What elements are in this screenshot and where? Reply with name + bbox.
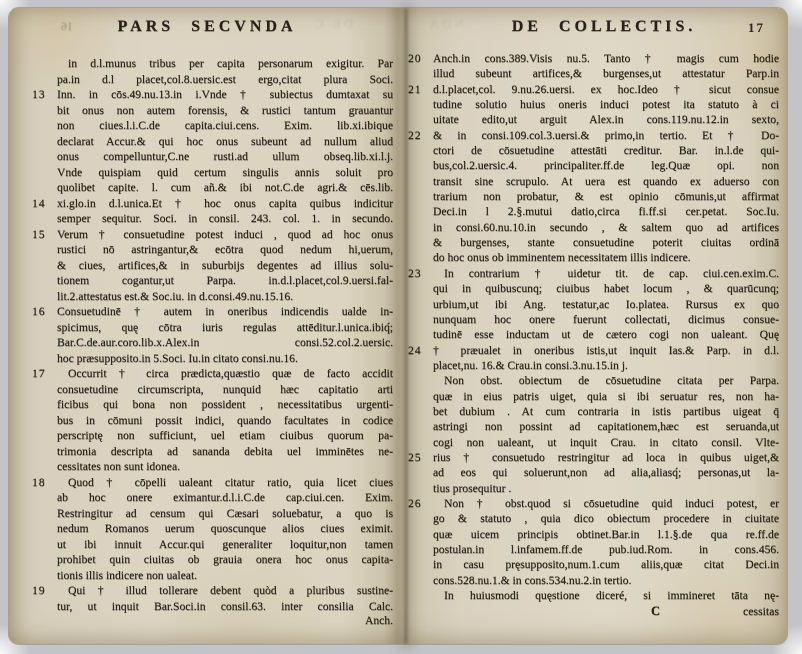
line-text: cogi non ualeant, ut inquit Crau. in citato consil. Vlte- bbox=[433, 435, 779, 449]
text-line bbox=[433, 250, 779, 265]
text-line bbox=[433, 481, 779, 496]
line-text: in consi.60.nu.10.in secundo , & saltem quo ad artifices bbox=[433, 220, 779, 234]
signature-row bbox=[433, 604, 779, 620]
text-line bbox=[32, 583, 393, 599]
text-line bbox=[433, 573, 779, 588]
paragraph-number: 22 bbox=[408, 128, 422, 142]
paragraph-number: 18 bbox=[32, 475, 46, 489]
line-text: tudinē esse inductam ut de cætero cogi non ualeant. Quę bbox=[433, 328, 779, 342]
line-text: illud subeunt artifices,& burgenses,ut attestatur Parp.in bbox=[433, 67, 779, 81]
text-line bbox=[408, 128, 779, 143]
paragraph-number: 20 bbox=[408, 52, 422, 65]
text-line bbox=[433, 327, 779, 342]
show-through-text: NDA bbox=[427, 16, 465, 31]
paragraph-number: 13 bbox=[32, 88, 46, 101]
text-line bbox=[408, 450, 779, 465]
text-line bbox=[57, 180, 393, 196]
line-text: d.l.placet,col. 9.nu.26.uersi. ex hoc.Ideo † sicut consue bbox=[433, 82, 779, 96]
line-text: transit sine scrupulo. At uera est quando ex aduerso con bbox=[433, 174, 779, 188]
text-line bbox=[57, 72, 393, 88]
text-line bbox=[57, 165, 393, 181]
left-running-title: PARS SECVNDA bbox=[117, 18, 297, 35]
line-text: ctori de cōsuetudine attestāti creditur. Bar. in.l.de qui- bbox=[433, 144, 779, 158]
text-line bbox=[57, 242, 393, 258]
text-line bbox=[57, 211, 393, 227]
line-text: perscriptę non sufficiunt, uel etiam ciuibus quorum pa- bbox=[57, 429, 393, 442]
text-line bbox=[57, 537, 393, 553]
text-line bbox=[408, 343, 779, 358]
text-line bbox=[32, 475, 393, 491]
line-text: Non † obst.quod si cōsuetudine quid induci potest, er bbox=[444, 496, 779, 510]
line-text: tius prosequitur . bbox=[433, 481, 512, 495]
line-text: non ciues.l.i.C.de capita.ciui.cens. Exim. lib.xi.ibique bbox=[57, 119, 393, 132]
line-text: rustici nō astringantur,& ecōtra quod nedum hi,uerum, bbox=[57, 243, 393, 256]
text-line bbox=[57, 273, 393, 289]
text-line bbox=[433, 281, 779, 296]
text-line bbox=[57, 552, 393, 568]
text-line bbox=[433, 557, 779, 572]
line-text: bus in cōmuni possit indici, quando facultates in codice bbox=[57, 413, 393, 427]
line-text: cessitates non sunt idonea. bbox=[57, 460, 180, 473]
paragraph-number: 15 bbox=[32, 227, 46, 241]
text-line bbox=[57, 459, 393, 475]
paragraph-number: 14 bbox=[32, 196, 46, 210]
line-text: go & statuto , quia dico obiectum procedere in ciuitate bbox=[433, 512, 779, 526]
line-text: trimonia descripta ad sananda debita uel imminētes ne- bbox=[57, 444, 393, 458]
line-text: do hoc onus ob imminentem necessitatem illis indicere. bbox=[433, 251, 691, 265]
left-page bbox=[21, 8, 393, 644]
folio-number: 17 bbox=[748, 20, 765, 35]
paragraph-number: 25 bbox=[408, 450, 422, 464]
text-line bbox=[57, 444, 393, 460]
text-line bbox=[433, 404, 779, 419]
line-text: in casu pręsupposito,num.1.cum aliis,quæ citat Deci.in bbox=[433, 558, 779, 572]
line-text: Deci.in l 2.§.mutui datio,circa fi.ff.si cer.petat. Soc.Iu. bbox=[433, 205, 779, 219]
line-text: spicimus, quę cōtra iuris regulas attēditur.l.unica.ibiq́; bbox=[57, 320, 393, 334]
line-text: postulan.in l.infamem.ff.de pub.iud.Rom. in cons.456. bbox=[433, 543, 779, 556]
line-text: Quod † cōpelli ualeant citatur ratio, quia licet ciues bbox=[68, 475, 393, 489]
text-line bbox=[408, 82, 779, 97]
text-line bbox=[57, 320, 393, 336]
text-line bbox=[57, 599, 393, 615]
text-line bbox=[32, 227, 393, 243]
text-line bbox=[433, 297, 779, 312]
paragraph-number: 19 bbox=[32, 584, 46, 597]
text-line bbox=[57, 118, 393, 134]
paragraph-number: 23 bbox=[408, 266, 422, 280]
text-line bbox=[57, 103, 393, 119]
line-text: cons.528.nu.1.& in cons.534.nu.2.in tertio. bbox=[433, 573, 632, 587]
line-text: in d.l.munus tribus per capita personarum exigitur. Par bbox=[68, 57, 393, 70]
text-line bbox=[57, 335, 393, 351]
paragraph-number: 26 bbox=[408, 496, 422, 510]
line-text: ad eos qui soluerunt,non ad alia,aliasq́; personas,ut la- bbox=[433, 466, 779, 480]
catchword: cessitas bbox=[742, 604, 779, 618]
line-text: qui in quibuscunq; ciuibus habet locum , & quarūcunq; bbox=[433, 282, 779, 296]
text-line bbox=[57, 149, 393, 165]
text-line bbox=[57, 413, 393, 429]
text-line bbox=[57, 382, 393, 398]
line-text: ficibus qui bona non possident , necessitatibus urgenti- bbox=[57, 398, 393, 411]
right-text-block bbox=[408, 51, 779, 603]
text-line bbox=[57, 397, 393, 413]
text-line bbox=[433, 373, 779, 388]
line-text: astringi non possint ad capitationem,hæc est seruanda,ut bbox=[433, 420, 779, 434]
catchword: Anch. bbox=[364, 614, 393, 627]
line-text: quolibet capite. l. cum añ.& ibi not.C.de agri.& cēs.lib. bbox=[57, 181, 393, 194]
line-text: Verum † consuetudine potest induci , quod ad hoc onus bbox=[57, 227, 393, 241]
text-line bbox=[433, 112, 779, 127]
right-running-title: DE COLLECTIS. bbox=[511, 18, 697, 35]
line-text: declarat Accur.& qui hoc onus subeunt ad nullum aliud bbox=[57, 134, 393, 148]
text-line bbox=[433, 527, 779, 542]
line-text: quæ in eius patris uiget, quia si ibi seruatur res, non ha- bbox=[433, 389, 779, 403]
text-line bbox=[433, 189, 779, 204]
line-text: Bar.C.de.aur.coro.lib.x.Alex.in consi.52.col.2.uersic. bbox=[57, 336, 393, 349]
line-text: xi.glo.in d.l.unica.Et † hoc onus capita quibus indicitur bbox=[57, 196, 393, 210]
line-text: & in consi.109.col.3.uersi.& primo,in tertio. Et † Do- bbox=[433, 128, 779, 142]
text-line bbox=[57, 289, 393, 305]
text-line bbox=[433, 235, 779, 250]
line-text: tudine solutio huius oneris induci potest ita statuto à ci bbox=[433, 98, 779, 112]
text-line bbox=[433, 389, 779, 404]
line-text: hoc præsupposito.in 5.Soci. Iu.in citato consi.nu.16. bbox=[57, 351, 298, 365]
show-through-text: DE C bbox=[311, 16, 353, 31]
text-line bbox=[433, 158, 779, 173]
line-text: bit onus non autem forensis, & rustici tantum grauantur bbox=[57, 103, 393, 117]
line-text: placet,nu. 16.& Crau.in consi.3.nu.15.in j. bbox=[433, 358, 628, 372]
line-text: † præualet in oneribus istis,ut inquit Ias.& Parp. in d.l. bbox=[433, 343, 779, 357]
text-line bbox=[433, 174, 779, 189]
line-text: uitate edito,ut arguit Alex.in cons.119.nu.12.in sexto, bbox=[433, 113, 779, 127]
paragraph-number: 21 bbox=[408, 82, 422, 96]
text-line bbox=[57, 428, 393, 444]
line-text: semper sequitur. Soci. in consil. 243. col. 1. in secundo. bbox=[57, 212, 393, 225]
text-line bbox=[433, 542, 779, 557]
text-line bbox=[433, 588, 779, 603]
line-text: Consuetudinē † autem in oneribus indicendis ualde in- bbox=[57, 305, 393, 318]
text-line bbox=[433, 97, 779, 112]
line-text: In contrarium † uidetur tit. de cap. ciui.cen.exim.C. bbox=[444, 266, 779, 280]
line-text: Anch.in cons.389.Visis nu.5. Tanto † magis cum hodie bbox=[433, 52, 779, 65]
line-text: ut ibi innuit Accur.qui generaliter loquitur,non tamen bbox=[57, 537, 393, 551]
line-text: tionis illis indicere non ualeat. bbox=[57, 568, 198, 582]
line-text: Restringitur ad censum qui Cæsari soluebatur, a quo is bbox=[57, 506, 393, 520]
paragraph-number: 24 bbox=[408, 343, 422, 357]
gutter-shadow bbox=[404, 8, 408, 644]
line-text: onus compelluntur,C.ne rusti.ad ullum obseq.lib.xi.l.j. bbox=[57, 150, 393, 163]
text-line bbox=[32, 87, 393, 103]
book-spread bbox=[8, 7, 788, 645]
text-line bbox=[433, 312, 779, 327]
text-line bbox=[433, 419, 779, 434]
left-text-block bbox=[32, 56, 393, 614]
line-text: consuetudine circumscripta, nunquid hæc capitatio arti bbox=[57, 382, 393, 396]
text-line bbox=[57, 56, 393, 72]
line-text: bet dubium . At cum contraria in istis partibus uigeat q̄ bbox=[433, 404, 779, 418]
text-line bbox=[433, 204, 779, 219]
line-text: tur, ut inquit Bar.Soci.in consil.63. inter consilia Calc. bbox=[57, 599, 393, 613]
line-text: urbium,ut ibi Ang. testatur,ac Io.platea. Rursus ex quo bbox=[433, 297, 779, 311]
line-text: rius † consuetudo restringitur ad loca in quibus uiget,& bbox=[433, 450, 779, 464]
line-text: trarium non probatur, & est opinio cōmunis,ut affirmat bbox=[433, 190, 779, 204]
text-line bbox=[57, 351, 393, 367]
paragraph-number: 17 bbox=[32, 367, 46, 380]
line-text: quæ uicem principis obtinet.Bar.in l.1.§.de qua re.ff.de bbox=[433, 527, 779, 541]
text-line bbox=[408, 51, 779, 66]
text-line bbox=[57, 134, 393, 150]
line-text: nedum Romanos uerum quoscunque alios ciues eximit. bbox=[57, 522, 393, 535]
text-line bbox=[408, 266, 779, 281]
line-text: In huiusmodi quęstione diceré, si immineret tāta nę- bbox=[444, 589, 779, 603]
line-text: Vnde quispiam quid certum singulis annis soluit pro bbox=[57, 165, 393, 179]
text-line bbox=[32, 196, 393, 212]
line-text: ab hoc onere eximantur.d.l.i.C.de cap.ciui.cen. Exim. bbox=[57, 491, 393, 504]
line-text: tionem cogantur,ut Parpa. in.d.l.placet,col.9.uersi.fal- bbox=[57, 274, 393, 287]
text-line bbox=[32, 304, 393, 320]
line-text: & ciues, artifices,& in suburbijs degentes ad illius solu- bbox=[57, 258, 393, 272]
line-text: & burgenses, stante consuetudine poterit ciuitas ordinā bbox=[433, 236, 779, 250]
text-line bbox=[433, 511, 779, 526]
paragraph-number: 16 bbox=[32, 305, 46, 318]
line-text: Occurrit † circa prædicta,quæstio quæ de facto accidit bbox=[68, 367, 393, 380]
text-line bbox=[57, 506, 393, 522]
text-line bbox=[32, 366, 393, 382]
line-text: lit.2.attestatus est.& Soc.iu. in d.consi.49.nu.15.16. bbox=[57, 289, 294, 303]
show-through-folio: 16 bbox=[61, 19, 73, 33]
right-page bbox=[408, 8, 787, 644]
text-line bbox=[57, 521, 393, 537]
text-line bbox=[433, 465, 779, 480]
text-line bbox=[57, 258, 393, 274]
line-text: nunquam hoc onere fuerunt collectati, dicimus consue- bbox=[433, 312, 779, 326]
text-line bbox=[57, 490, 393, 506]
line-text: Inn. in cōs.49.nu.13.in i.Vnde † subiectus dumtaxat su bbox=[57, 88, 393, 101]
line-text: Non obst. obiectum de cōsuetudine citata per Parpa. bbox=[444, 374, 779, 388]
text-line bbox=[57, 568, 393, 584]
text-line bbox=[408, 496, 779, 511]
text-line bbox=[433, 358, 779, 373]
text-line bbox=[433, 66, 779, 81]
text-line bbox=[433, 143, 779, 158]
line-text: bus,col.2.uersic.4. principaliter.ff.de leg.Quæ opi. non bbox=[433, 159, 779, 173]
line-text: prohibet quin ciuitas ob grauia onera hoc onus capita- bbox=[57, 553, 393, 566]
text-line bbox=[433, 220, 779, 235]
line-text: Qui † illud tollerare debent quòd a pluribus sustine- bbox=[68, 584, 393, 597]
text-line bbox=[433, 435, 779, 450]
signature-mark: C bbox=[650, 604, 660, 618]
line-text: pa.in d.l placet,col.8.uersic.est ergo,citat plura Soci. bbox=[57, 72, 393, 86]
